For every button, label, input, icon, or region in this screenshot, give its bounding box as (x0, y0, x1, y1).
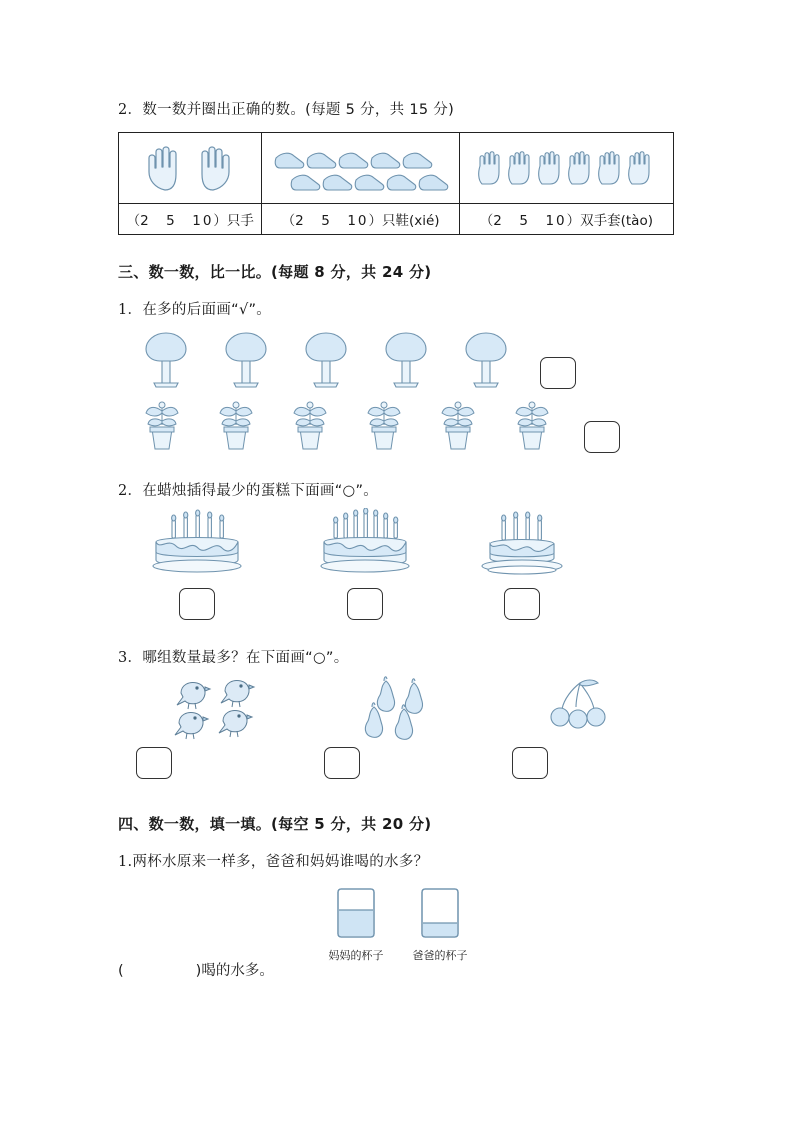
table-cell-shoes (262, 133, 459, 234)
options-gloves[interactable]: 2 5 10 (493, 212, 567, 229)
two-hands-icon (119, 133, 261, 204)
answer-box-pears[interactable] (324, 747, 360, 779)
answer-paren-open: ( (118, 962, 124, 979)
group-pears (316, 675, 506, 779)
section4-q1-answer-line (118, 959, 678, 980)
answer-box-trees[interactable] (540, 357, 576, 389)
options-hands[interactable]: 2 5 10 (140, 212, 214, 229)
tree-icon (380, 327, 432, 389)
cake-item-1 (138, 508, 256, 620)
answer-box-birds[interactable] (136, 747, 172, 779)
answer-suffix: )喝的水多。 (195, 962, 274, 979)
paren-close: ） (566, 212, 581, 229)
section4-q1-text: 两杯水原来一样多，爸爸和妈妈谁喝的水多？ (132, 853, 429, 870)
paren-open: （ (281, 212, 296, 229)
potted-flower-icon (362, 395, 406, 453)
answer-box-cake-2[interactable] (347, 588, 383, 620)
group-birds (136, 675, 316, 779)
cake-icon (474, 508, 570, 580)
shoes-icon (262, 133, 458, 204)
trees-row (118, 327, 678, 389)
cake-icon (306, 508, 424, 580)
cell-label-gloves (460, 204, 673, 234)
tree-icon (460, 327, 512, 389)
question-2-number: 2． (118, 102, 143, 118)
water-cup-icon (328, 881, 384, 943)
paren-open: （ (479, 212, 494, 229)
groups-row (118, 675, 678, 779)
question-2-text: 数一数并圈出正确的数。(每题 5 分，共 15 分) (142, 102, 455, 118)
potted-flower-icon (288, 395, 332, 453)
section3-q2-number: 2． (118, 482, 143, 499)
dad-cup-item (412, 881, 468, 963)
cell-label-hands (119, 204, 261, 234)
mom-cup-item (328, 881, 384, 963)
gloves-icon (460, 133, 673, 204)
cups-row (118, 881, 678, 963)
section3-q2-text: 在蜡烛插得最少的蛋糕下面画“○”。 (142, 482, 379, 499)
potted-flower-icon (214, 395, 258, 453)
mom-cup-caption: 妈妈的杯子 (328, 948, 384, 962)
cake-item-3 (474, 508, 570, 620)
cherries-group-icon (542, 675, 620, 741)
unit-hands: 只手 (226, 212, 254, 229)
section3-q2-heading (118, 479, 678, 500)
options-shoes[interactable]: 2 5 10 (295, 212, 369, 229)
cake-icon (138, 508, 256, 580)
paren-close: ） (213, 212, 227, 229)
section3-q1-text: 在多的后面画“√”。 (142, 301, 272, 318)
section3-q1-heading (118, 298, 678, 319)
cell-label-shoes (262, 204, 458, 234)
pears-group-icon (356, 675, 466, 741)
section3-q3-number: 3． (118, 649, 143, 666)
section3-q3-text: 哪组数量最多？在下面画“○”。 (142, 649, 349, 666)
potted-flower-icon (436, 395, 480, 453)
answer-box-cherries[interactable] (512, 747, 548, 779)
tree-icon (220, 327, 272, 389)
dad-cup-caption: 爸爸的杯子 (412, 948, 468, 962)
potted-flower-icon (510, 395, 554, 453)
section3-q1-number: 1． (118, 301, 143, 318)
group-cherries (506, 675, 656, 779)
water-cup-icon (412, 881, 468, 943)
answer-box-cake-1[interactable] (179, 588, 215, 620)
section4-q1-number: 1. (118, 853, 133, 870)
potted-flower-icon (140, 395, 184, 453)
cakes-row (118, 508, 678, 620)
count-and-circle-table (118, 132, 674, 235)
table-cell-hands (119, 133, 262, 234)
section-3-title: 三、数一数，比一比。(每题 8 分，共 24 分) (118, 262, 432, 281)
worksheet-content (118, 100, 678, 994)
answer-box-flowers[interactable] (584, 421, 620, 453)
section3-q3-heading (118, 646, 678, 667)
section4-q1-heading (118, 850, 678, 871)
table-cell-gloves (460, 133, 673, 234)
unit-shoes: 只鞋(xié) (382, 212, 440, 229)
answer-box-cake-3[interactable] (504, 588, 540, 620)
cake-item-2 (306, 508, 424, 620)
flowers-row (118, 395, 678, 453)
unit-gloves: 双手套(tào) (580, 212, 653, 229)
section-4-title: 四、数一数，填一填。(每空 5 分，共 20 分) (118, 814, 432, 833)
paren-open: （ (126, 212, 141, 229)
question-2-heading (118, 100, 678, 122)
paren-close: ） (368, 212, 382, 229)
birds-group-icon (171, 675, 281, 741)
tree-icon (140, 327, 192, 389)
tree-icon (300, 327, 352, 389)
